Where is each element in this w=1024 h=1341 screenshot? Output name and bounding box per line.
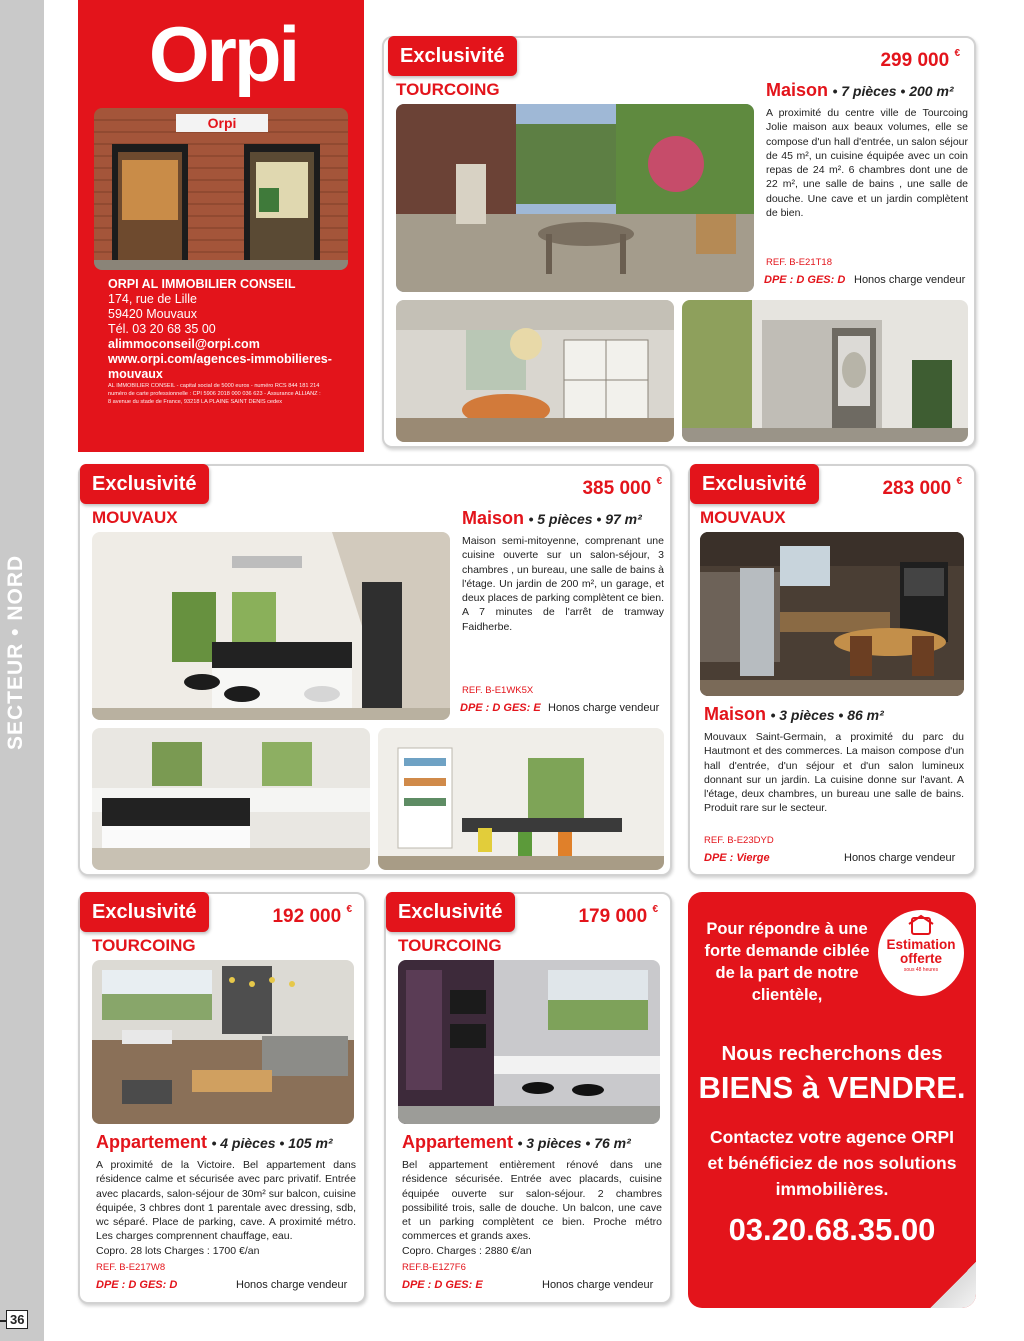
estimation-badge	[878, 910, 964, 996]
listing-honos: Honos charge vendeur	[236, 1279, 348, 1291]
listing-description: Bel appartement entièrement rénové dans une résidence sécurisée. Entrée avec placards, cuisine équipée ouverte sur salon-séjour. 2 chambres possibilité trois, salle de douche. Un balcon, une cave et un parking complètent ce bien. Proche métro commerces et grands axes.	[402, 1159, 662, 1243]
listing-honos: Honos charge vendeur	[542, 1279, 654, 1291]
listing-dpe: DPE : D GES: E	[402, 1279, 483, 1291]
listing-type: Appartement • 4 pièces • 105 m²	[96, 1132, 333, 1152]
badge-subtitle: sous 48 heures	[903, 967, 939, 973]
listing-card-mouvaux-maison-3p[interactable]	[688, 464, 976, 876]
exclusivite-badge: Exclusivité	[388, 36, 517, 76]
page-number: 36	[6, 1310, 28, 1329]
listing-city: MOUVAUX	[92, 508, 178, 527]
promo-intro: Pour répondre à une forte demande ciblée de la part de notre clientèle,	[704, 920, 870, 1004]
estimation-label: Estimation	[886, 937, 956, 952]
agency-city: 59420 Mouvaux	[108, 307, 197, 321]
listing-city: TOURCOING	[396, 80, 500, 99]
listing-honos: Honos charge vendeur	[854, 274, 966, 286]
legal-line: numéro de carte professionnelle : CPI 5906 2018 000 036 623 - Assurance ALLIANZ :	[108, 391, 321, 397]
exclusivite-badge: Exclusivité	[80, 464, 209, 504]
exclusivite-badge: Exclusivité	[80, 892, 209, 932]
listing-copro: Copro. 28 lots Charges : 1700 €/an	[96, 1245, 260, 1257]
listing-photo-dining	[396, 300, 674, 442]
listing-photo-modern-kitchen	[398, 960, 660, 1124]
listing-description: Mouvaux Saint-Germain, a proximité du parc du Hautmont et des commerces. La maison compose d'un hall d'entrée, d'un séjour et d'un salon lumineux donnant sur un jardin. La cuisine donne sur l'avant. A l'étage, deux chambres, un bureau une salle de bains. Produit rare sur le secteur.	[704, 731, 964, 815]
promo-phone[interactable]: 03.20.68.35.00	[728, 1212, 936, 1247]
listing-city: MOUVAUX	[700, 508, 786, 527]
sector-label: SECTEUR • NORD	[4, 554, 27, 750]
listing-card-tourcoing-maison-7p[interactable]	[382, 36, 976, 448]
listing-photo-kitchen-table	[700, 532, 964, 696]
listing-photo-dining-room	[378, 728, 664, 870]
estimation-promo-panel[interactable]	[688, 892, 976, 1308]
listing-price: 283 000 €	[882, 476, 962, 499]
listing-dpe: DPE : Vierge	[704, 852, 770, 864]
promo-contact: Contactez votre agence ORPI et bénéficiez de nos solutions immobilières.	[707, 1127, 957, 1199]
listing-price: 385 000 €	[582, 476, 662, 499]
agency-name: ORPI AL IMMOBILIER CONSEIL	[108, 277, 296, 291]
agency-phone: Tél. 03 20 68 35 00	[108, 322, 216, 336]
listing-photo-patio	[396, 104, 754, 292]
listing-ref: REF. B-E217W8	[96, 1262, 166, 1273]
agency-legal-notice	[108, 382, 348, 406]
listing-description: A proximité de la Victoire. Bel appartement dans résidence calme et sécurisée avec parc privatif. Entrée avec placards, salon-séjour de 30m² sur balcon, cuisine équipée, 3 chbres dont 1 parentale avec dressing, sdb, wc séparé. Place de parking, cave. A proximité métro. Les charges comprennent chauffage, eau.	[96, 1159, 356, 1243]
promo-headline-1: Nous recherchons des	[721, 1042, 943, 1065]
agency-email[interactable]: alimmoconseil@orpi.com	[108, 337, 260, 351]
offerte-label: offerte	[899, 951, 942, 966]
listing-copro: Copro. Charges : 2880 €/an	[402, 1245, 532, 1257]
listing-dpe: DPE : D GES: E	[460, 702, 541, 714]
promo-headline-2: BIENS à VENDRE.	[698, 1070, 966, 1105]
listing-card-tourcoing-appartement-4p[interactable]	[78, 892, 366, 1304]
listing-city: TOURCOING	[398, 936, 502, 955]
listing-card-tourcoing-appartement-3p[interactable]	[384, 892, 672, 1304]
exclusivite-badge: Exclusivité	[690, 464, 819, 504]
agency-street: 174, rue de Lille	[108, 292, 197, 306]
agency-contact	[108, 277, 348, 382]
listing-dpe: DPE : D GES: D	[764, 274, 846, 286]
legal-line: AL IMMOBILIER CONSEIL - capital social de 5000 euros - numéro RCS 844 181 214	[108, 383, 320, 389]
exclusivite-badge: Exclusivité	[386, 892, 515, 932]
orpi-logo: Orpi	[148, 10, 298, 98]
listing-ref: REF. B-E21T18	[766, 257, 832, 268]
listing-photo-living-room	[92, 960, 354, 1124]
listing-type: Maison • 7 pièces • 200 m²	[766, 80, 954, 100]
listing-photo-kitchen	[92, 728, 370, 870]
listing-honos: Honos charge vendeur	[548, 702, 660, 714]
listing-city: TOURCOING	[92, 936, 196, 955]
listing-honos: Honos charge vendeur	[844, 852, 956, 864]
listing-price: 192 000 €	[272, 904, 352, 927]
legal-line: 8 avenue du stade de France, 93218 LA PLAINE SAINT DENIS cedex	[108, 399, 283, 405]
listing-photo-living	[682, 300, 968, 442]
listing-photo-kitchen-island	[92, 532, 450, 720]
listing-ref: REF.B-E1Z7F6	[402, 1262, 466, 1273]
listing-type: Maison • 5 pièces • 97 m²	[462, 508, 642, 528]
listing-ref: REF. B-E1WK5X	[462, 685, 534, 696]
listing-price: 299 000 €	[880, 48, 960, 71]
listing-dpe: DPE : D GES: D	[96, 1279, 178, 1291]
listing-card-mouvaux-maison-5p[interactable]	[78, 464, 672, 876]
listing-ref: REF. B-E23DYD	[704, 835, 774, 846]
listing-type: Appartement • 3 pièces • 76 m²	[402, 1132, 631, 1152]
agency-website[interactable]: www.orpi.com/agences-immobilieres-mouvaux	[108, 352, 332, 381]
agency-storefront-photo	[94, 108, 348, 270]
svg-text:Orpi: Orpi	[207, 115, 237, 131]
listing-description: A proximité du centre ville de Tourcoing Jolie maison aux beaux volumes, elle se compose d'un hall d'entrée, un salon séjour de 45 m², un cuisine équipée avec un coin repas de 24 m². 6 chambres dont une de 22 m², une salle de bains , une salle de douche. Une cave et un jardin complètent de bien.	[766, 107, 968, 220]
listing-description: Maison semi-mitoyenne, comprenant une cuisine ouverte sur un salon-séjour, 3 chambres , un bureau, une salle de bains à l'étage. Un jardin de 200 m², un garage, et deux places de parking complètent ce bien. A 7 minutes de l'arrêt de tramway Faidherbe.	[462, 535, 664, 633]
listing-type: Maison • 3 pièces • 86 m²	[704, 704, 884, 724]
listing-price: 179 000 €	[578, 904, 658, 927]
page-curl-decoration	[930, 1262, 976, 1308]
agency-panel	[78, 0, 364, 452]
